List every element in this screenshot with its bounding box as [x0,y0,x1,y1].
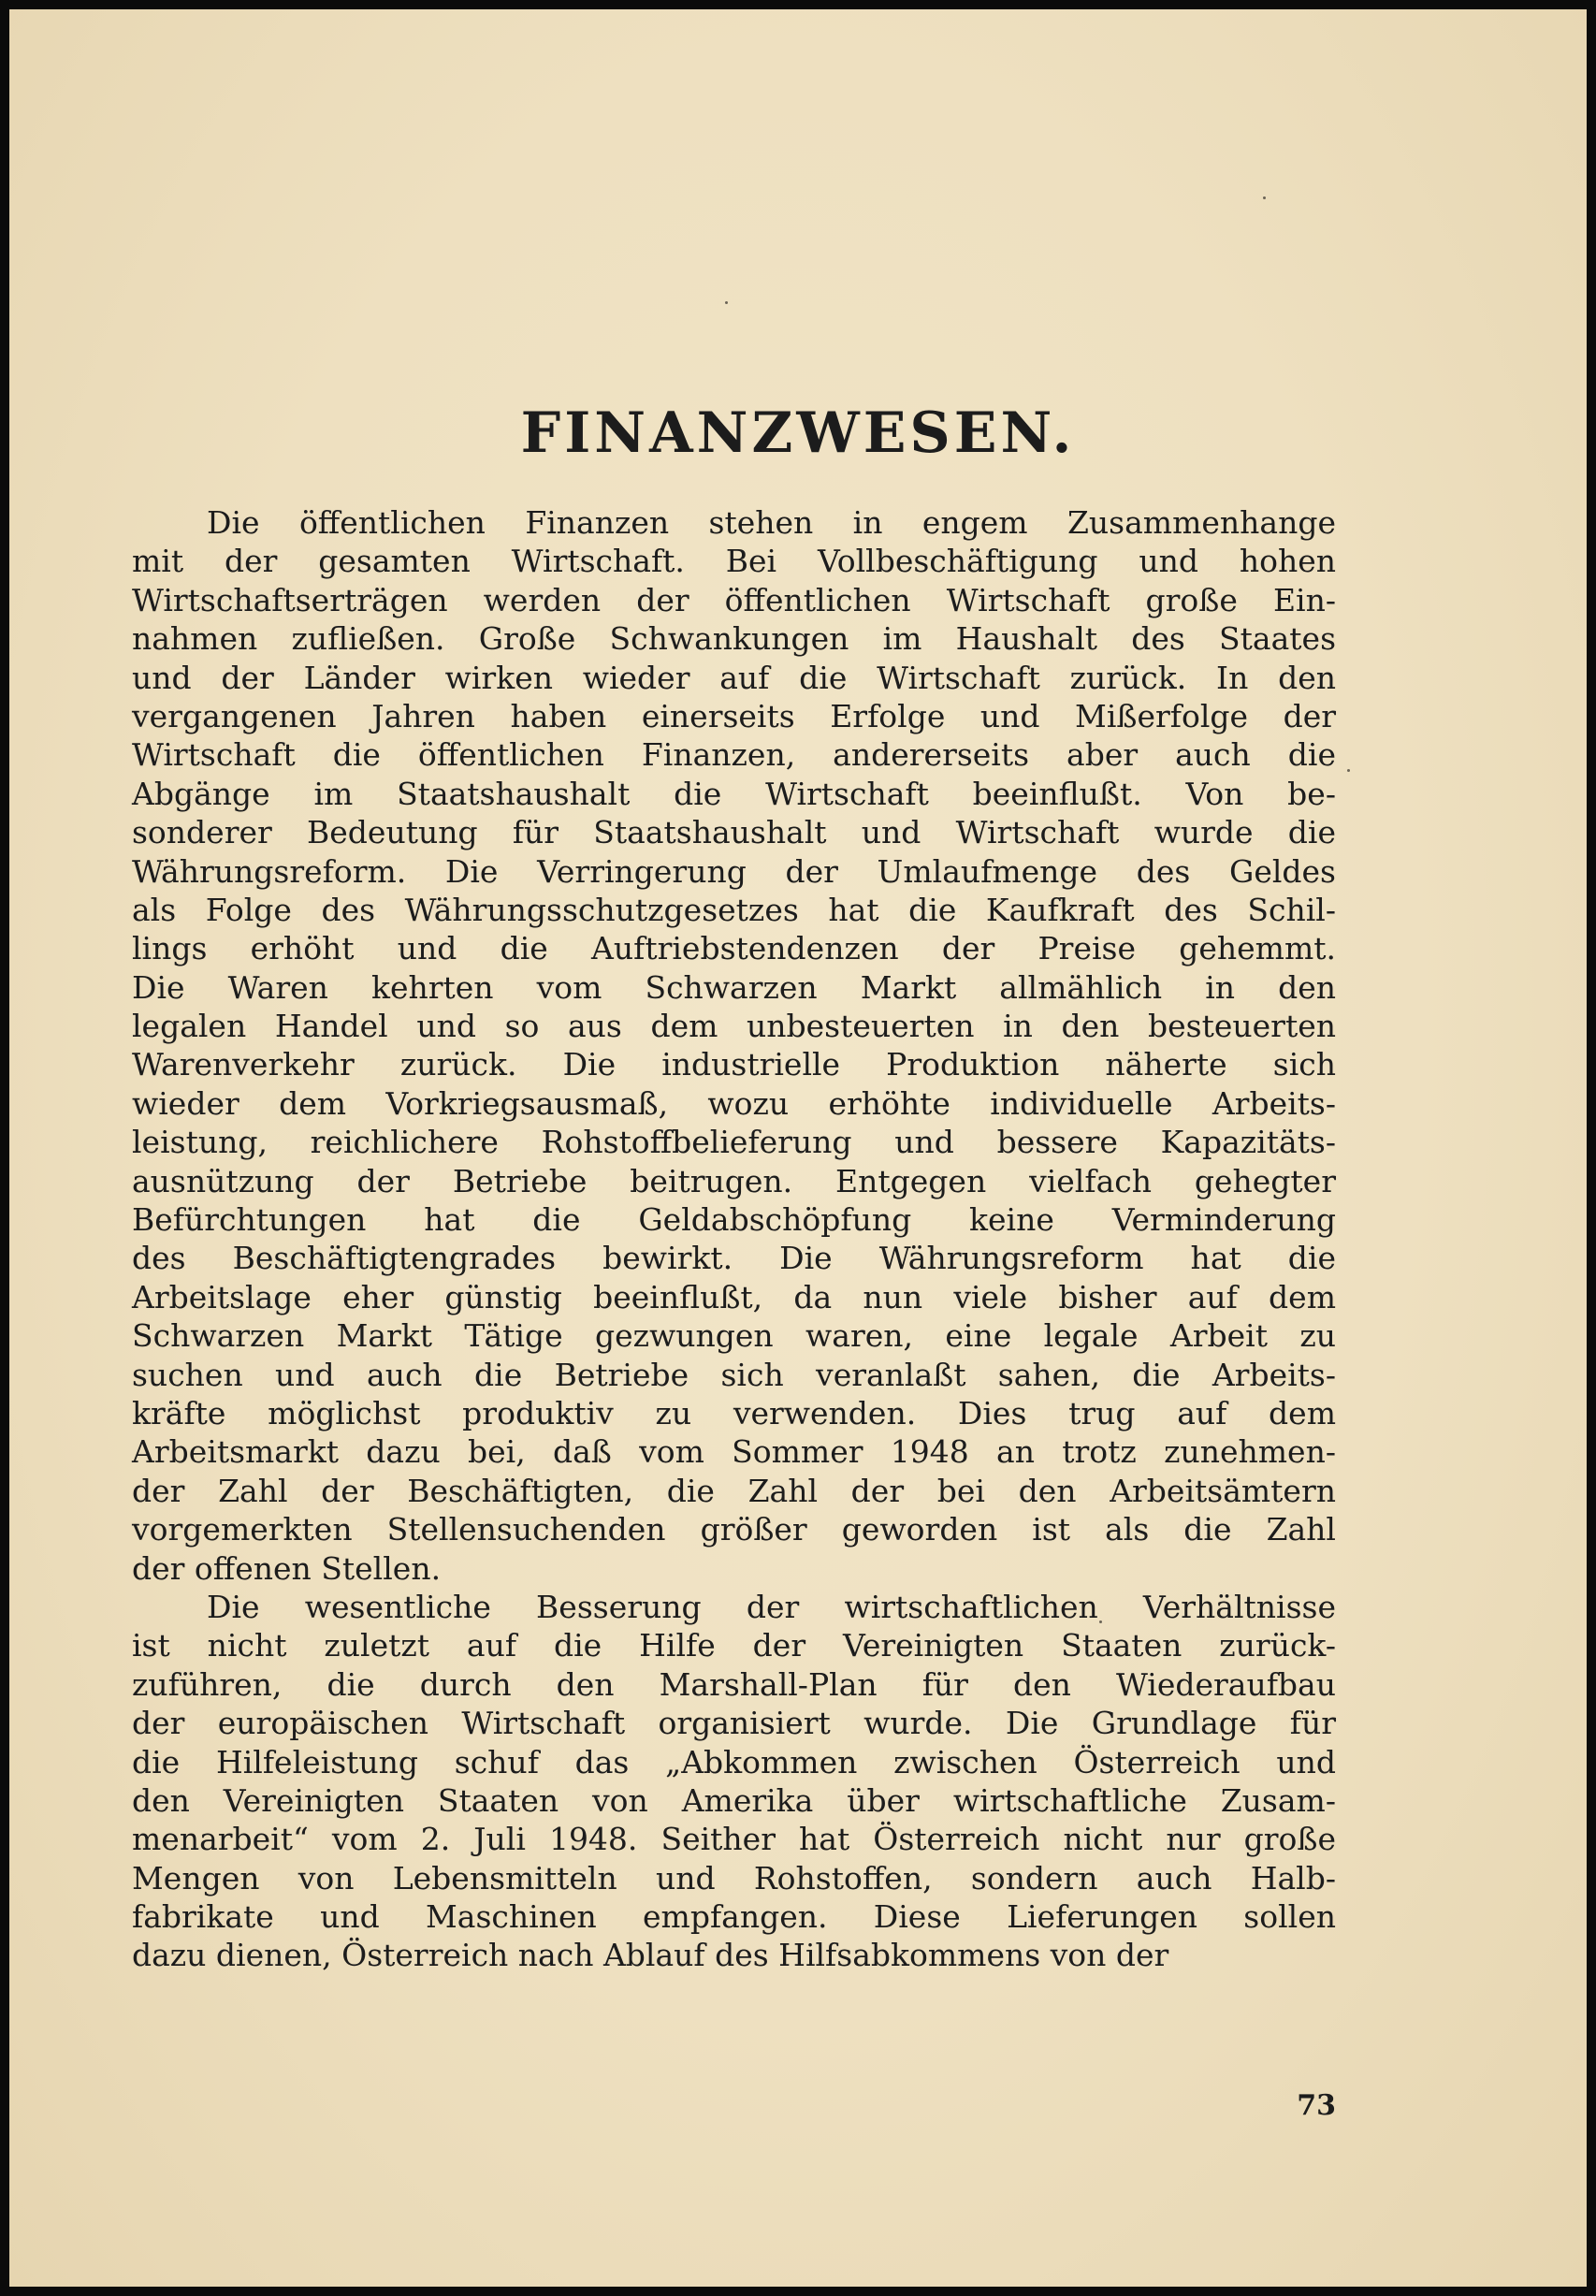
text-line: Schwarzen Markt Tätige gezwungen waren, eine legale Arbeit zu [132,1317,1336,1355]
text-line: der Zahl der Beschäftigten, die Zahl der bei den Arbeitsämtern [132,1472,1336,1509]
paper-speck [1263,196,1266,199]
text-line: suchen und auch die Betriebe sich veranlaßt sahen, die Arbeits- [132,1356,1336,1393]
text-line: ausnützung der Betriebe beitrugen. Entgegen vielfach gehegter [132,1162,1336,1199]
text-line: Warenverkehr zurück. Die industrielle Produktion näherte sich [132,1046,1336,1083]
text-line: mit der gesamten Wirtschaft. Bei Vollbeschäftigung und hohen [132,543,1336,580]
text-line: leistung, reichlichere Rohstoffbelieferung und bessere Kapazitäts- [132,1124,1336,1161]
text-line: Abgänge im Staatshaushalt die Wirtschaft beeinflußt. Von be- [132,775,1336,812]
text-line: der europäischen Wirtschaft organisiert wurde. Die Grundlage für [132,1705,1336,1742]
text-line: Mengen von Lebensmitteln und Rohstoffen, sondern auch Halb- [132,1859,1336,1896]
text-line: Arbeitslage eher günstig beeinflußt, da nun viele bisher auf dem [132,1278,1336,1315]
text-line: Wirtschaftserträgen werden der öffentlichen Wirtschaft große Ein- [132,581,1336,618]
text-line: Währungsreform. Die Verringerung der Umlaufmenge des Geldes [132,852,1336,890]
text-line: Arbeitsmarkt dazu bei, daß vom Sommer 1948 an trotz zunehmen- [132,1433,1336,1471]
text-line: legalen Handel und so aus dem unbesteuerten in den besteuerten [132,1008,1336,1045]
text-line: Wirtschaft die öffentlichen Finanzen, andererseits aber auch die [132,736,1336,774]
paper-speck [1347,769,1350,772]
text-line: den Vereinigten Staaten von Amerika über wirtschaftliche Zusam- [132,1781,1336,1819]
document-page [9,9,1587,2287]
text-line: als Folge des Währungsschutzgesetzes hat die Kaufkraft des Schil- [132,891,1336,928]
text-line: kräfte möglichst produktiv zu verwenden. Dies trug auf dem [132,1394,1336,1431]
text-line: sonderer Bedeutung für Staatshaushalt und Wirtschaft wurde die [132,814,1336,851]
text-line: vergangenen Jahren haben einerseits Erfolge und Mißerfolge der [132,697,1336,734]
text-line: Die Waren kehrten vom Schwarzen Markt allmählich in den [132,968,1336,1006]
text-line: ist nicht zuletzt auf die Hilfe der Vereinigten Staaten zurück- [132,1627,1336,1664]
body-text [132,503,1336,1975]
text-line: Die wesentliche Besserung der wirtschaftlichen Verhältnisse [207,1588,1336,1625]
paper-speck [725,301,728,304]
page-title: FINANZWESEN. [520,400,1076,466]
text-line: menarbeit“ vom 2. Juli 1948. Seither hat Österreich nicht nur große [132,1821,1336,1858]
text-line: Die öffentlichen Finanzen stehen in engem Zusammenhange [207,504,1336,541]
text-line: fabrikate und Maschinen empfangen. Diese Lieferungen sollen [132,1898,1336,1936]
text-line: und der Länder wirken wieder auf die Wirtschaft zurück. In den [132,659,1336,696]
text-line: die Hilfeleistung schuf das „Abkommen zwischen Österreich und [132,1743,1336,1780]
text-line: nahmen zufließen. Große Schwankungen im Haushalt des Staates [132,620,1336,658]
text-line: zuführen, die durch den Marshall-Plan für den Wiederaufbau [132,1665,1336,1703]
paragraph [132,1588,1336,1975]
page-number: 73 [1297,2089,1336,2122]
paragraph [132,503,1336,1588]
text-line: des Beschäftigtengrades bewirkt. Die Währungsreform hat die [132,1240,1336,1277]
text-line: dazu dienen, Österreich nach Ablauf des Hilfsabkommens von der [132,1937,1169,1974]
text-line: vorgemerkten Stellensuchenden größer geworden ist als die Zahl [132,1511,1336,1548]
text-line: lings erhöht und die Auftriebstendenzen der Preise gehemmt. [132,930,1336,967]
text-line: der offenen Stellen. [132,1549,442,1587]
text-line: wieder dem Vorkriegsausmaß, wozu erhöhte individuelle Arbeits- [132,1084,1336,1122]
text-line: Befürchtungen hat die Geldabschöpfung keine Verminderung [132,1201,1336,1239]
